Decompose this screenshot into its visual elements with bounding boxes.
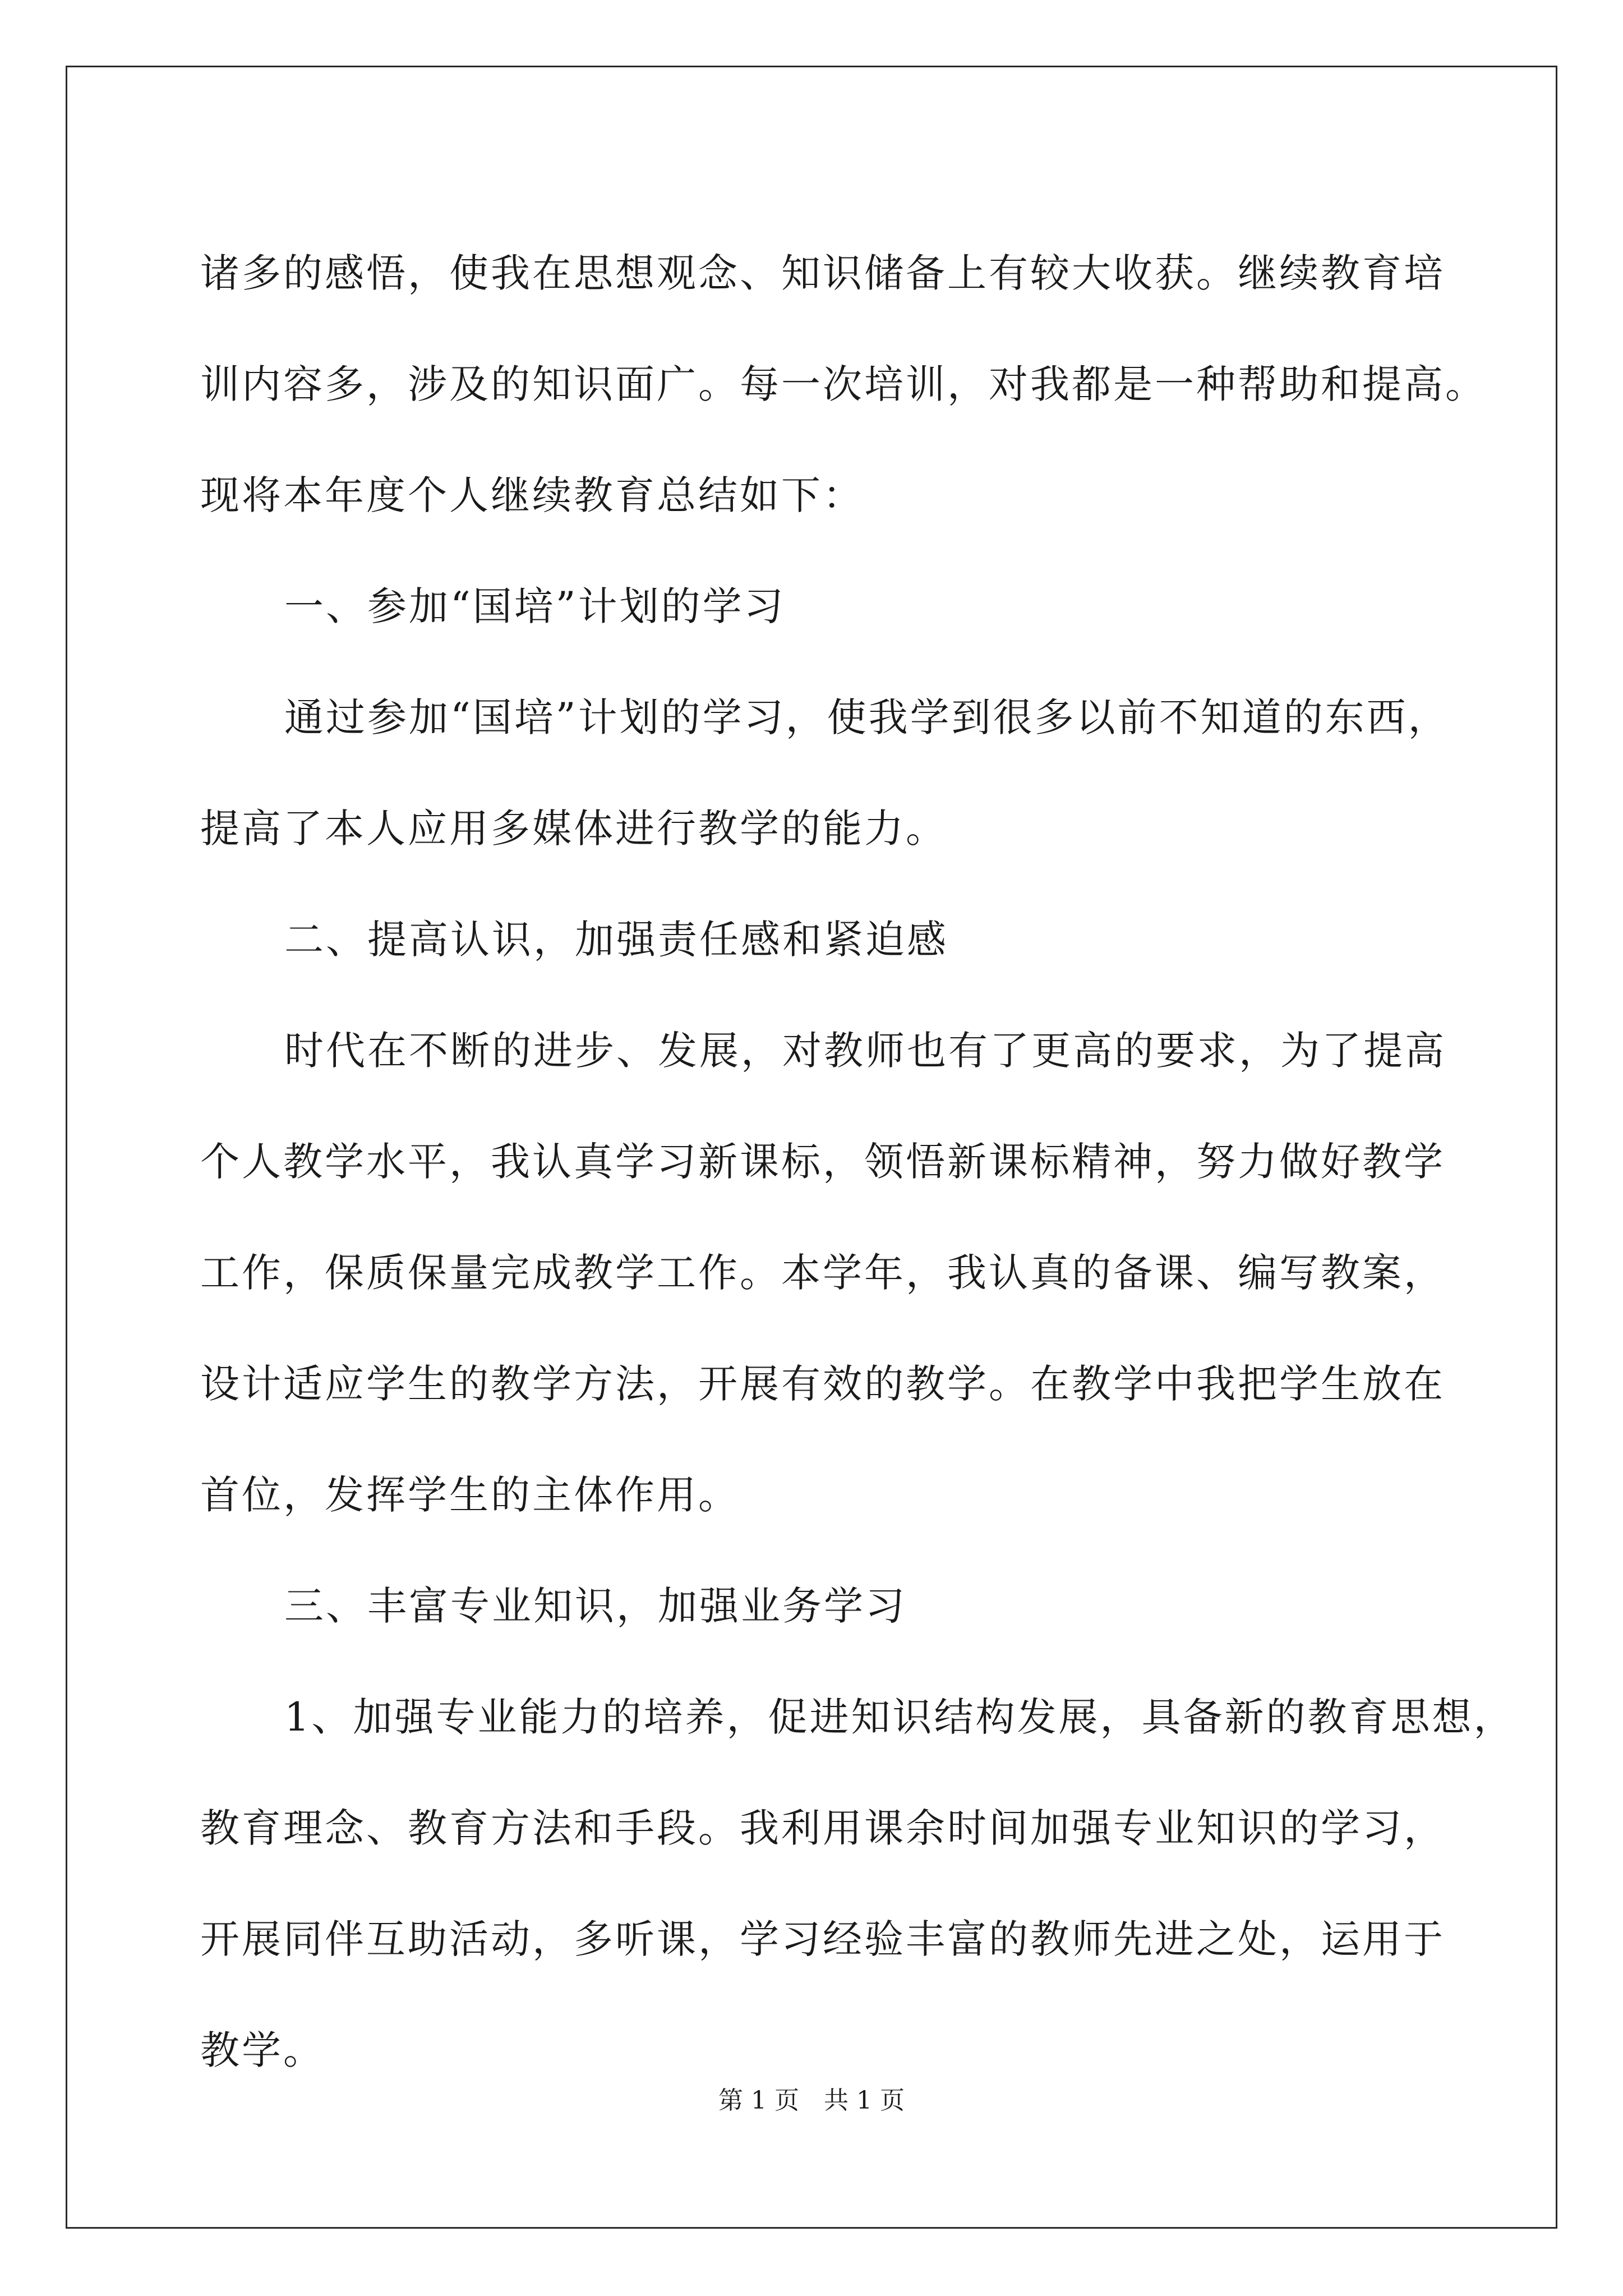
text-line: 提高了本人应用多媒体进行教学的能力。	[200, 806, 947, 852]
text-line: 1、加强专业能力的培养，促进知识结构发展，具备新的教育思想，	[284, 1694, 1515, 1740]
page-footer	[0, 2084, 1623, 2118]
text-line: 开展同伴互助活动，多听课，学习经验丰富的教师先进之处，运用于	[200, 1916, 1445, 1962]
section-heading: 二、提高认识，加强责任感和紧迫感	[284, 917, 948, 963]
section-heading: 一、参加“国培”计划的学习	[284, 583, 786, 629]
text-line: 教学。	[200, 2027, 325, 2073]
text-line: 工作，保质保量完成教学工作。本学年，我认真的备课、编写教案，	[200, 1250, 1445, 1296]
section-heading: 三、丰富专业知识，加强业务学习	[284, 1583, 907, 1629]
text-line: 设计适应学生的教学方法，开展有效的教学。在教学中我把学生放在	[200, 1361, 1445, 1407]
text-line: 时代在不断的进步、发展，对教师也有了更高的要求，为了提高	[284, 1028, 1446, 1074]
text-line: 教育理念、教育方法和手段。我利用课余时间加强专业知识的学习，	[200, 1805, 1445, 1851]
text-line: 首位，发挥学生的主体作用。	[200, 1472, 740, 1518]
text-line: 通过参加“国培”计划的学习，使我学到很多以前不知道的东西，	[284, 694, 1450, 740]
page-total: 共 1 页	[824, 2086, 905, 2115]
document-body	[200, 218, 1515, 2106]
text-line: 诸多的感悟，使我在思想观念、知识储备上有较大收获。继续教育培	[200, 250, 1445, 296]
text-line: 训内容多，涉及的知识面广。每一次培训，对我都是一种帮助和提高。	[200, 361, 1487, 407]
page-number: 第 1 页	[718, 2086, 799, 2115]
text-line: 现将本年度个人继续教育总结如下：	[200, 472, 864, 518]
text-line: 个人教学水平，我认真学习新课标，领悟新课标精神，努力做好教学	[200, 1139, 1445, 1185]
